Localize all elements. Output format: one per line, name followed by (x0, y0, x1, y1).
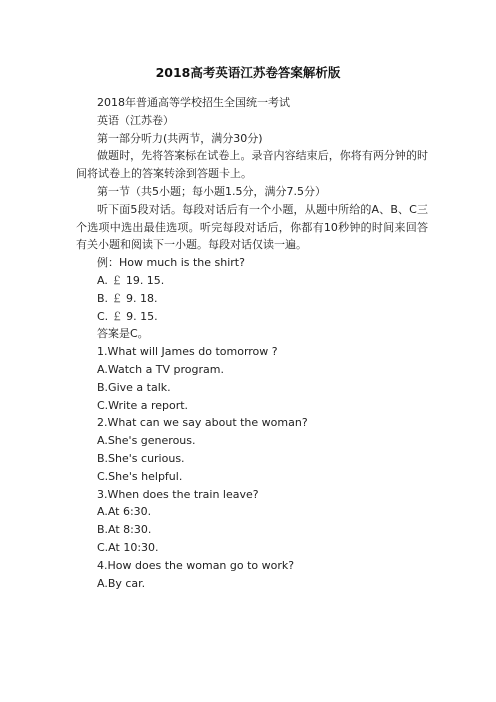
question-4: 4.How does the woman go to work? (97, 558, 295, 572)
document-title: 2018高考英语江苏卷答案解析版 (155, 65, 341, 80)
question-2: 2.What can we say about the woman? (97, 416, 308, 430)
listening-instructions: 听下面5段对话。每段对话后有一个小题，从题中所给的A、B、C三个选项中选出最佳选项。听完每段对话后，你都有10秒钟的时间来回答有关小题和阅读下一小题。每段对话仅读一遍。 (76, 202, 428, 252)
question-4-option-a: A.By car. (97, 576, 146, 590)
question-2-option-a: A.She's generous. (97, 434, 196, 448)
question-2-option-c: C.She's helpful. (97, 469, 183, 483)
example-question: 例：How much is the shirt? (97, 256, 245, 270)
question-3-option-c: C.At 10:30. (97, 540, 159, 554)
example-option-b: B. ￡ 9. 18. (97, 291, 158, 305)
exam-subject: 英语（江苏卷） (97, 113, 174, 127)
example-option-c: C. ￡ 9. 15. (97, 309, 158, 323)
question-3: 3.When does the train leave? (97, 487, 259, 501)
example-option-a: A. ￡ 19. 15. (97, 273, 165, 287)
subsection-heading: 第一节（共5小题；每小题1.5分，满分7.5分） (97, 184, 326, 198)
section-heading: 第一部分听力(共两节，满分30分) (97, 131, 263, 145)
instructions-paragraph: 做题时，先将答案标在试卷上。录音内容结束后，你将有两分钟的时间将试卷上的答案转涂到答题卡上。 (76, 149, 428, 181)
question-1-option-a: A.Watch a TV program. (97, 362, 224, 376)
document-body (76, 94, 428, 592)
question-1-option-c: C.Write a report. (97, 398, 189, 412)
question-1-option-b: B.Give a talk. (97, 380, 171, 394)
question-2-option-b: B.She's curious. (97, 451, 185, 465)
exam-name: 2018年普通高等学校招生全国统一考试 (97, 96, 290, 109)
example-answer: 答案是C。 (97, 327, 149, 341)
question-3-option-b: B.At 8:30. (97, 523, 152, 537)
question-1: 1.What will James do tomorrow ? (97, 345, 278, 359)
question-3-option-a: A.At 6:30. (97, 505, 152, 519)
